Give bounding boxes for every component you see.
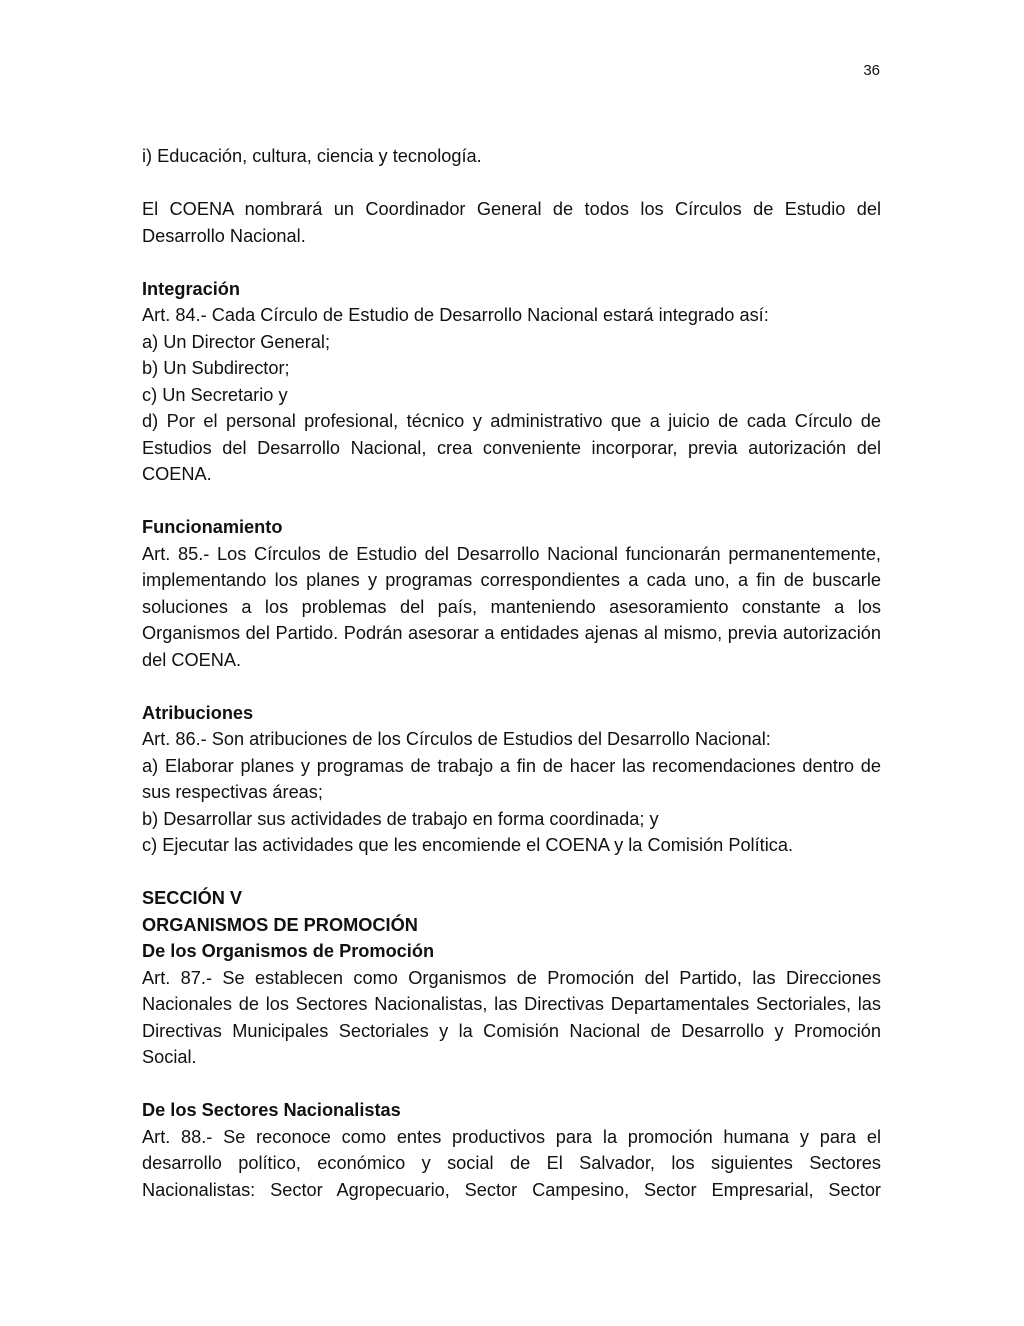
paragraph: Art. 86.- Son atribuciones de los Círculos de Estudios del Desarrollo Nacional:: [142, 729, 771, 749]
paragraph-gap: [142, 249, 881, 276]
section-heading: De los Sectores Nacionalistas: [142, 1100, 401, 1120]
paragraph-gap: [142, 1071, 881, 1098]
paragraph: d) Por el personal profesional, técnico y administrativo que a juicio de cada Círculo de Estudios del Desarrollo Nacional, crea conveniente incorporar, previa autorización del COENA.: [142, 411, 881, 484]
page-number: 36: [863, 62, 880, 79]
paragraph: Art. 87.- Se establecen como Organismos de Promoción del Partido, las Direcciones Nacionales de los Sectores Nacionalistas, las Directivas Departamentales Sectoriales, las Directivas Municipales Sectoriales y la Comisión Nacional de Desarrollo y Promoción Social.: [142, 967, 881, 1067]
paragraph: b) Un Subdirector;: [142, 358, 290, 378]
paragraph: Art. 88.- Se reconoce como entes productivos para la promoción humana y para el desarrollo político, económico y social de El Salvador, los siguientes Sectores Nacionalistas: Sector Agropecuario, Sector Campesino, Sector Empresarial, Sector: [142, 1126, 881, 1200]
document-body: [142, 143, 881, 1203]
paragraph: a) Un Director General;: [142, 331, 331, 352]
section-heading: De los Organismos de Promoción: [142, 941, 435, 961]
paragraph: b) Desarrollar sus actividades de trabajo en forma coordinada; y: [142, 808, 659, 829]
paragraph-gap: [142, 673, 881, 700]
paragraph-gap: [142, 859, 881, 886]
section-heading: ORGANISMOS DE PROMOCIÓN: [142, 914, 418, 935]
paragraph: El COENA nombrará un Coordinador General de todos los Círculos de Estudio del Desarrollo Nacional.: [142, 199, 881, 246]
section-heading: Atribuciones: [142, 702, 254, 723]
section-heading: Integración: [142, 278, 241, 299]
paragraph: i) Educación, cultura, ciencia y tecnología.: [142, 146, 482, 166]
paragraph-gap: [142, 488, 881, 515]
paragraph: c) Ejecutar las actividades que les encomiende el COENA y la Comisión Política.: [142, 835, 794, 855]
paragraph-gap: [142, 170, 881, 197]
section-heading: Funcionamiento: [142, 517, 283, 537]
paragraph: Art. 84.- Cada Círculo de Estudio de Desarrollo Nacional estará integrado así:: [142, 305, 769, 325]
section-heading: SECCIÓN V: [142, 888, 243, 908]
paragraph: a) Elaborar planes y programas de trabajo a fin de hacer las recomendaciones dentro de sus respectivas áreas;: [142, 755, 881, 802]
paragraph: c) Un Secretario y: [142, 384, 288, 405]
paragraph: Art. 85.- Los Círculos de Estudio del Desarrollo Nacional funcionarán permanentemente, implementando los planes y programas correspondientes a cada uno, a fin de buscarle soluciones a los problemas del país, manteniendo asesoramiento constante a los Organismos del Partido. Podrán asesorar a entidades ajenas al mismo, previa autorización del COENA.: [142, 543, 881, 670]
